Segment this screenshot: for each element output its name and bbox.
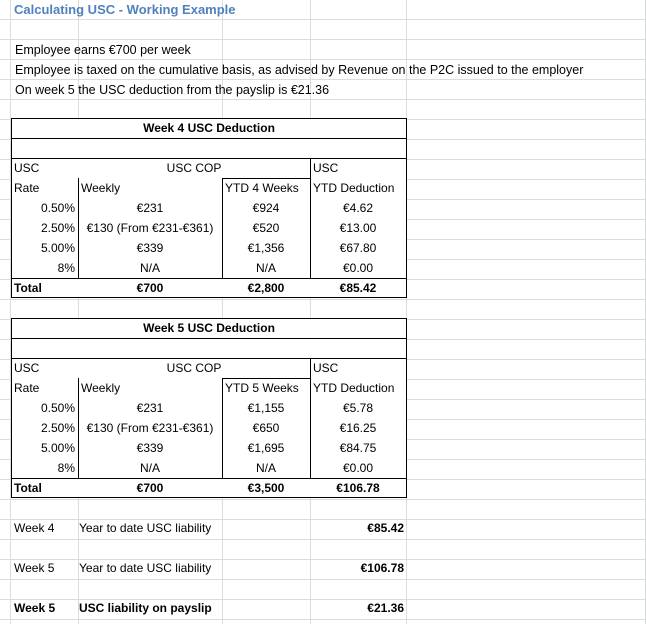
table-cell: 0.50% xyxy=(40,401,75,415)
total-cell: €700 xyxy=(136,281,164,295)
table-cell: €0.00 xyxy=(342,261,374,275)
table-cell: €339 xyxy=(136,241,164,255)
week5-heading: Week 5 USC Deduction xyxy=(143,321,275,335)
col-header: Rate xyxy=(14,181,40,195)
table-cell: 5.00% xyxy=(40,241,75,255)
table-cell: €67.80 xyxy=(339,241,377,255)
table-cell: N/A xyxy=(139,461,160,475)
page-title: Calculating USC - Working Example xyxy=(14,2,236,17)
table-cell: €16.25 xyxy=(339,421,377,435)
table-cell: €1,695 xyxy=(247,441,285,455)
total-cell: €106.78 xyxy=(336,481,380,495)
total-cell: €700 xyxy=(136,481,164,495)
table-cell: €130 (From €231-€361) xyxy=(86,221,214,235)
table-cell: 2.50% xyxy=(40,221,75,235)
total-cell: €3,500 xyxy=(247,481,285,495)
summary-week: Week 5 xyxy=(14,561,55,575)
col-header: Weekly xyxy=(81,181,121,195)
total-label: Total xyxy=(14,281,42,295)
col-header: YTD 5 Weeks xyxy=(225,381,299,395)
table-cell: €0.00 xyxy=(342,461,374,475)
col-header: YTD Deduction xyxy=(313,381,395,395)
summary-week: Week 4 xyxy=(14,521,55,535)
col-header: YTD 4 Weeks xyxy=(225,181,299,195)
col-header: USC COP xyxy=(166,361,222,375)
table-cell: €4.62 xyxy=(342,201,374,215)
col-header: USC xyxy=(14,361,40,375)
table-cell: 2.50% xyxy=(40,421,75,435)
col-header: USC xyxy=(313,361,339,375)
table-cell: €231 xyxy=(136,401,164,415)
summary-label: USC liability on payslip xyxy=(79,601,212,615)
table-cell: 8% xyxy=(57,461,75,475)
summary-label: Year to date USC liability xyxy=(79,561,212,575)
table-cell: €339 xyxy=(136,441,164,455)
table-cell: N/A xyxy=(139,261,160,275)
table-cell: 5.00% xyxy=(40,441,75,455)
table-cell: €650 xyxy=(252,421,280,435)
week4-heading: Week 4 USC Deduction xyxy=(143,121,275,135)
table-cell: €924 xyxy=(252,201,280,215)
table-cell: N/A xyxy=(255,261,276,275)
intro-line: On week 5 the USC deduction from the payslip is €21.36 xyxy=(15,83,330,97)
table-cell: 0.50% xyxy=(40,201,75,215)
table-cell: €84.75 xyxy=(339,441,377,455)
col-header: USC xyxy=(14,161,40,175)
col-header: Rate xyxy=(14,381,40,395)
table-cell: €1,155 xyxy=(247,401,285,415)
total-cell: €85.42 xyxy=(339,281,377,295)
table-cell: 8% xyxy=(57,261,75,275)
summary-week: Week 5 xyxy=(14,601,56,615)
table-cell: €130 (From €231-€361) xyxy=(86,421,214,435)
col-header: USC xyxy=(313,161,339,175)
summary-value: €85.42 xyxy=(367,521,404,535)
table-cell: €13.00 xyxy=(339,221,377,235)
table-cell: N/A xyxy=(255,461,276,475)
col-header: USC COP xyxy=(166,161,222,175)
total-label: Total xyxy=(14,481,42,495)
intro-line: Employee earns €700 per week xyxy=(15,43,191,57)
total-cell: €2,800 xyxy=(247,281,285,295)
table-cell: €520 xyxy=(252,221,280,235)
table-cell: €231 xyxy=(136,201,164,215)
summary-value: €106.78 xyxy=(360,561,404,575)
col-header: YTD Deduction xyxy=(313,181,395,195)
gridline xyxy=(406,0,407,624)
summary-label: Year to date USC liability xyxy=(79,521,212,535)
table-cell: €5.78 xyxy=(342,401,374,415)
intro-line: Employee is taxed on the cumulative basis, as advised by Revenue on the P2C issued to the employer xyxy=(15,63,584,77)
table-cell: €1,356 xyxy=(247,241,285,255)
summary-value: €21.36 xyxy=(367,601,404,615)
col-header: Weekly xyxy=(81,381,121,395)
